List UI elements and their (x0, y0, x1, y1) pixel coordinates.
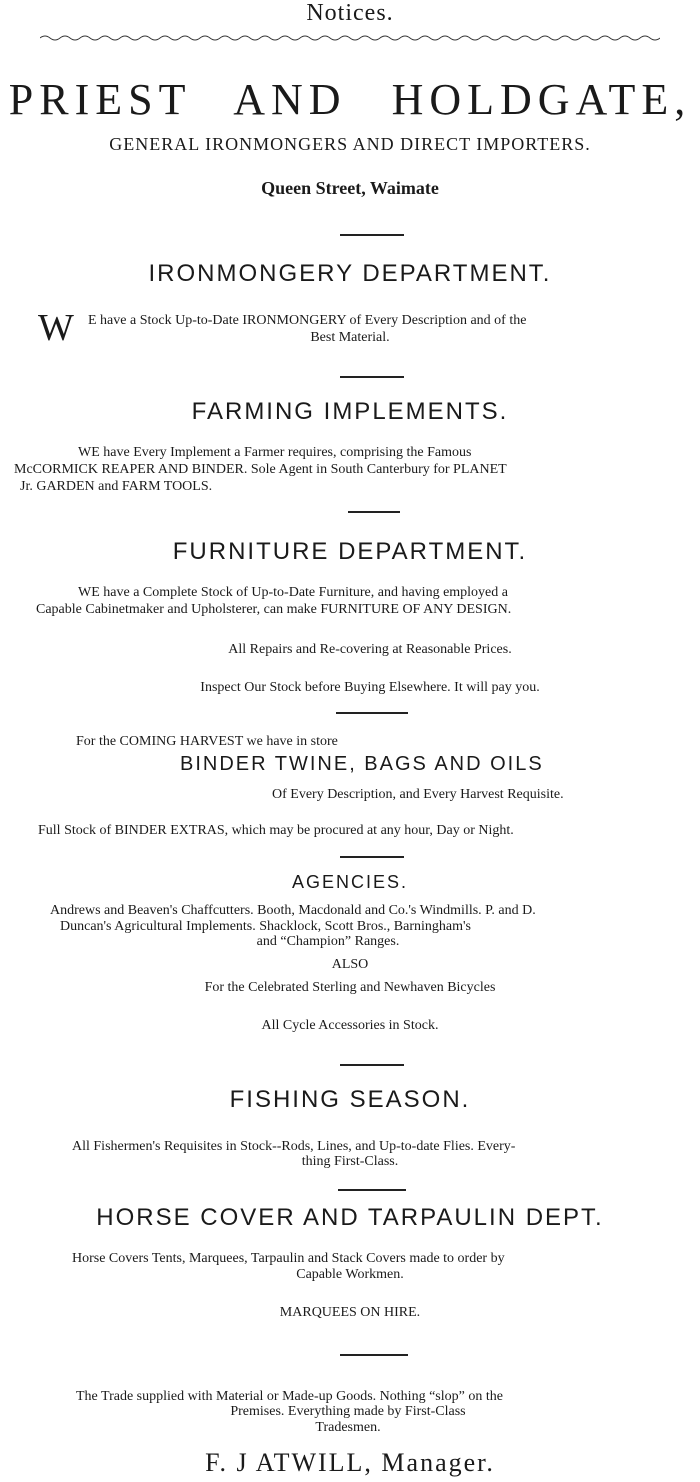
furniture-line2: Capable Cabinetmaker and Upholsterer, can make FURNITURE OF ANY DESIGN. (36, 602, 512, 617)
section-heading: Notices. (306, 0, 394, 26)
ironmongery-line2: Best Material. (310, 330, 390, 345)
trade-line3: Tradesmen. (315, 1420, 381, 1435)
ironmongery-title: IRONMONGERY DEPARTMENT. (148, 260, 552, 287)
divider (340, 234, 404, 236)
horse-title: HORSE COVER AND TARPAULIN DEPT. (96, 1204, 604, 1231)
horse-line2: Capable Workmen. (296, 1267, 404, 1282)
trade-line2: Premises. Everything made by First-Class (230, 1404, 466, 1419)
firm-tagline: GENERAL IRONMONGERS AND DIRECT IMPORTERS. (109, 134, 591, 154)
divider (340, 1354, 408, 1356)
divider (336, 712, 408, 714)
repairs-line: All Repairs and Re-covering at Reasonable Prices. (228, 642, 512, 657)
harvest-intro: For the COMING HARVEST we have in store (76, 734, 338, 749)
wavy-divider (40, 34, 660, 42)
farming-line1: WE have Every Implement a Farmer requires, comprising the Famous (78, 445, 472, 460)
bicycles-line: For the Celebrated Sterling and Newhaven Bicycles (204, 980, 496, 995)
fishing-line2: thing First-Class. (301, 1154, 399, 1169)
harvest-title: BINDER TWINE, BAGS AND OILS (180, 753, 544, 775)
cycle-line: All Cycle Accessories in Stock. (261, 1018, 439, 1033)
agencies-line3: and “Champion” Ranges. (256, 934, 400, 949)
divider (338, 1189, 406, 1191)
agencies-also: ALSO (331, 957, 369, 972)
firm-name: PRIEST AND HOLDGATE, (8, 75, 692, 124)
trade-line1: The Trade supplied with Material or Made-up Goods. Nothing “slop” on the (76, 1389, 503, 1404)
harvest-desc: Of Every Description, and Every Harvest Requisite. (272, 787, 564, 802)
drop-cap: W (38, 307, 74, 349)
farming-line2: McCORMICK REAPER AND BINDER. Sole Agent in South Canterbury for PLANET (14, 462, 507, 477)
ironmongery-line1: E have a Stock Up-to-Date IRONMONGERY of Every Description and of the (88, 313, 527, 328)
firm-address: Queen Street, Waimate (261, 178, 439, 198)
farming-line3: Jr. GARDEN and FARM TOOLS. (20, 479, 213, 494)
inspect-line: Inspect Our Stock before Buying Elsewhere. It will pay you. (200, 680, 540, 695)
agencies-line1: Andrews and Beaven's Chaffcutters. Booth, Macdonald and Co.'s Windmills. P. and D. (50, 903, 536, 918)
harvest-extras: Full Stock of BINDER EXTRAS, which may be procured at any hour, Day or Night. (38, 823, 514, 838)
farming-title: FARMING IMPLEMENTS. (191, 398, 509, 425)
divider (340, 1064, 404, 1066)
furniture-line1: WE have a Complete Stock of Up-to-Date Furniture, and having employed a (78, 585, 508, 600)
agencies-title: AGENCIES. (291, 872, 409, 892)
manager-signature: F. J ATWILL, Manager. (205, 1448, 495, 1477)
marquees-line: MARQUEES ON HIRE. (279, 1305, 421, 1320)
fishing-title: FISHING SEASON. (229, 1086, 471, 1113)
horse-line1: Horse Covers Tents, Marquees, Tarpaulin and Stack Covers made to order by (72, 1251, 505, 1266)
fishing-line1: All Fishermen's Requisites in Stock--Rods, Lines, and Up-to-date Flies. Every- (72, 1139, 516, 1154)
furniture-title: FURNITURE DEPARTMENT. (172, 538, 528, 565)
agencies-line2: Duncan's Agricultural Implements. Shacklock, Scott Bros., Barningham's (60, 919, 471, 934)
divider (348, 511, 400, 513)
divider (340, 376, 404, 378)
divider (340, 856, 404, 858)
